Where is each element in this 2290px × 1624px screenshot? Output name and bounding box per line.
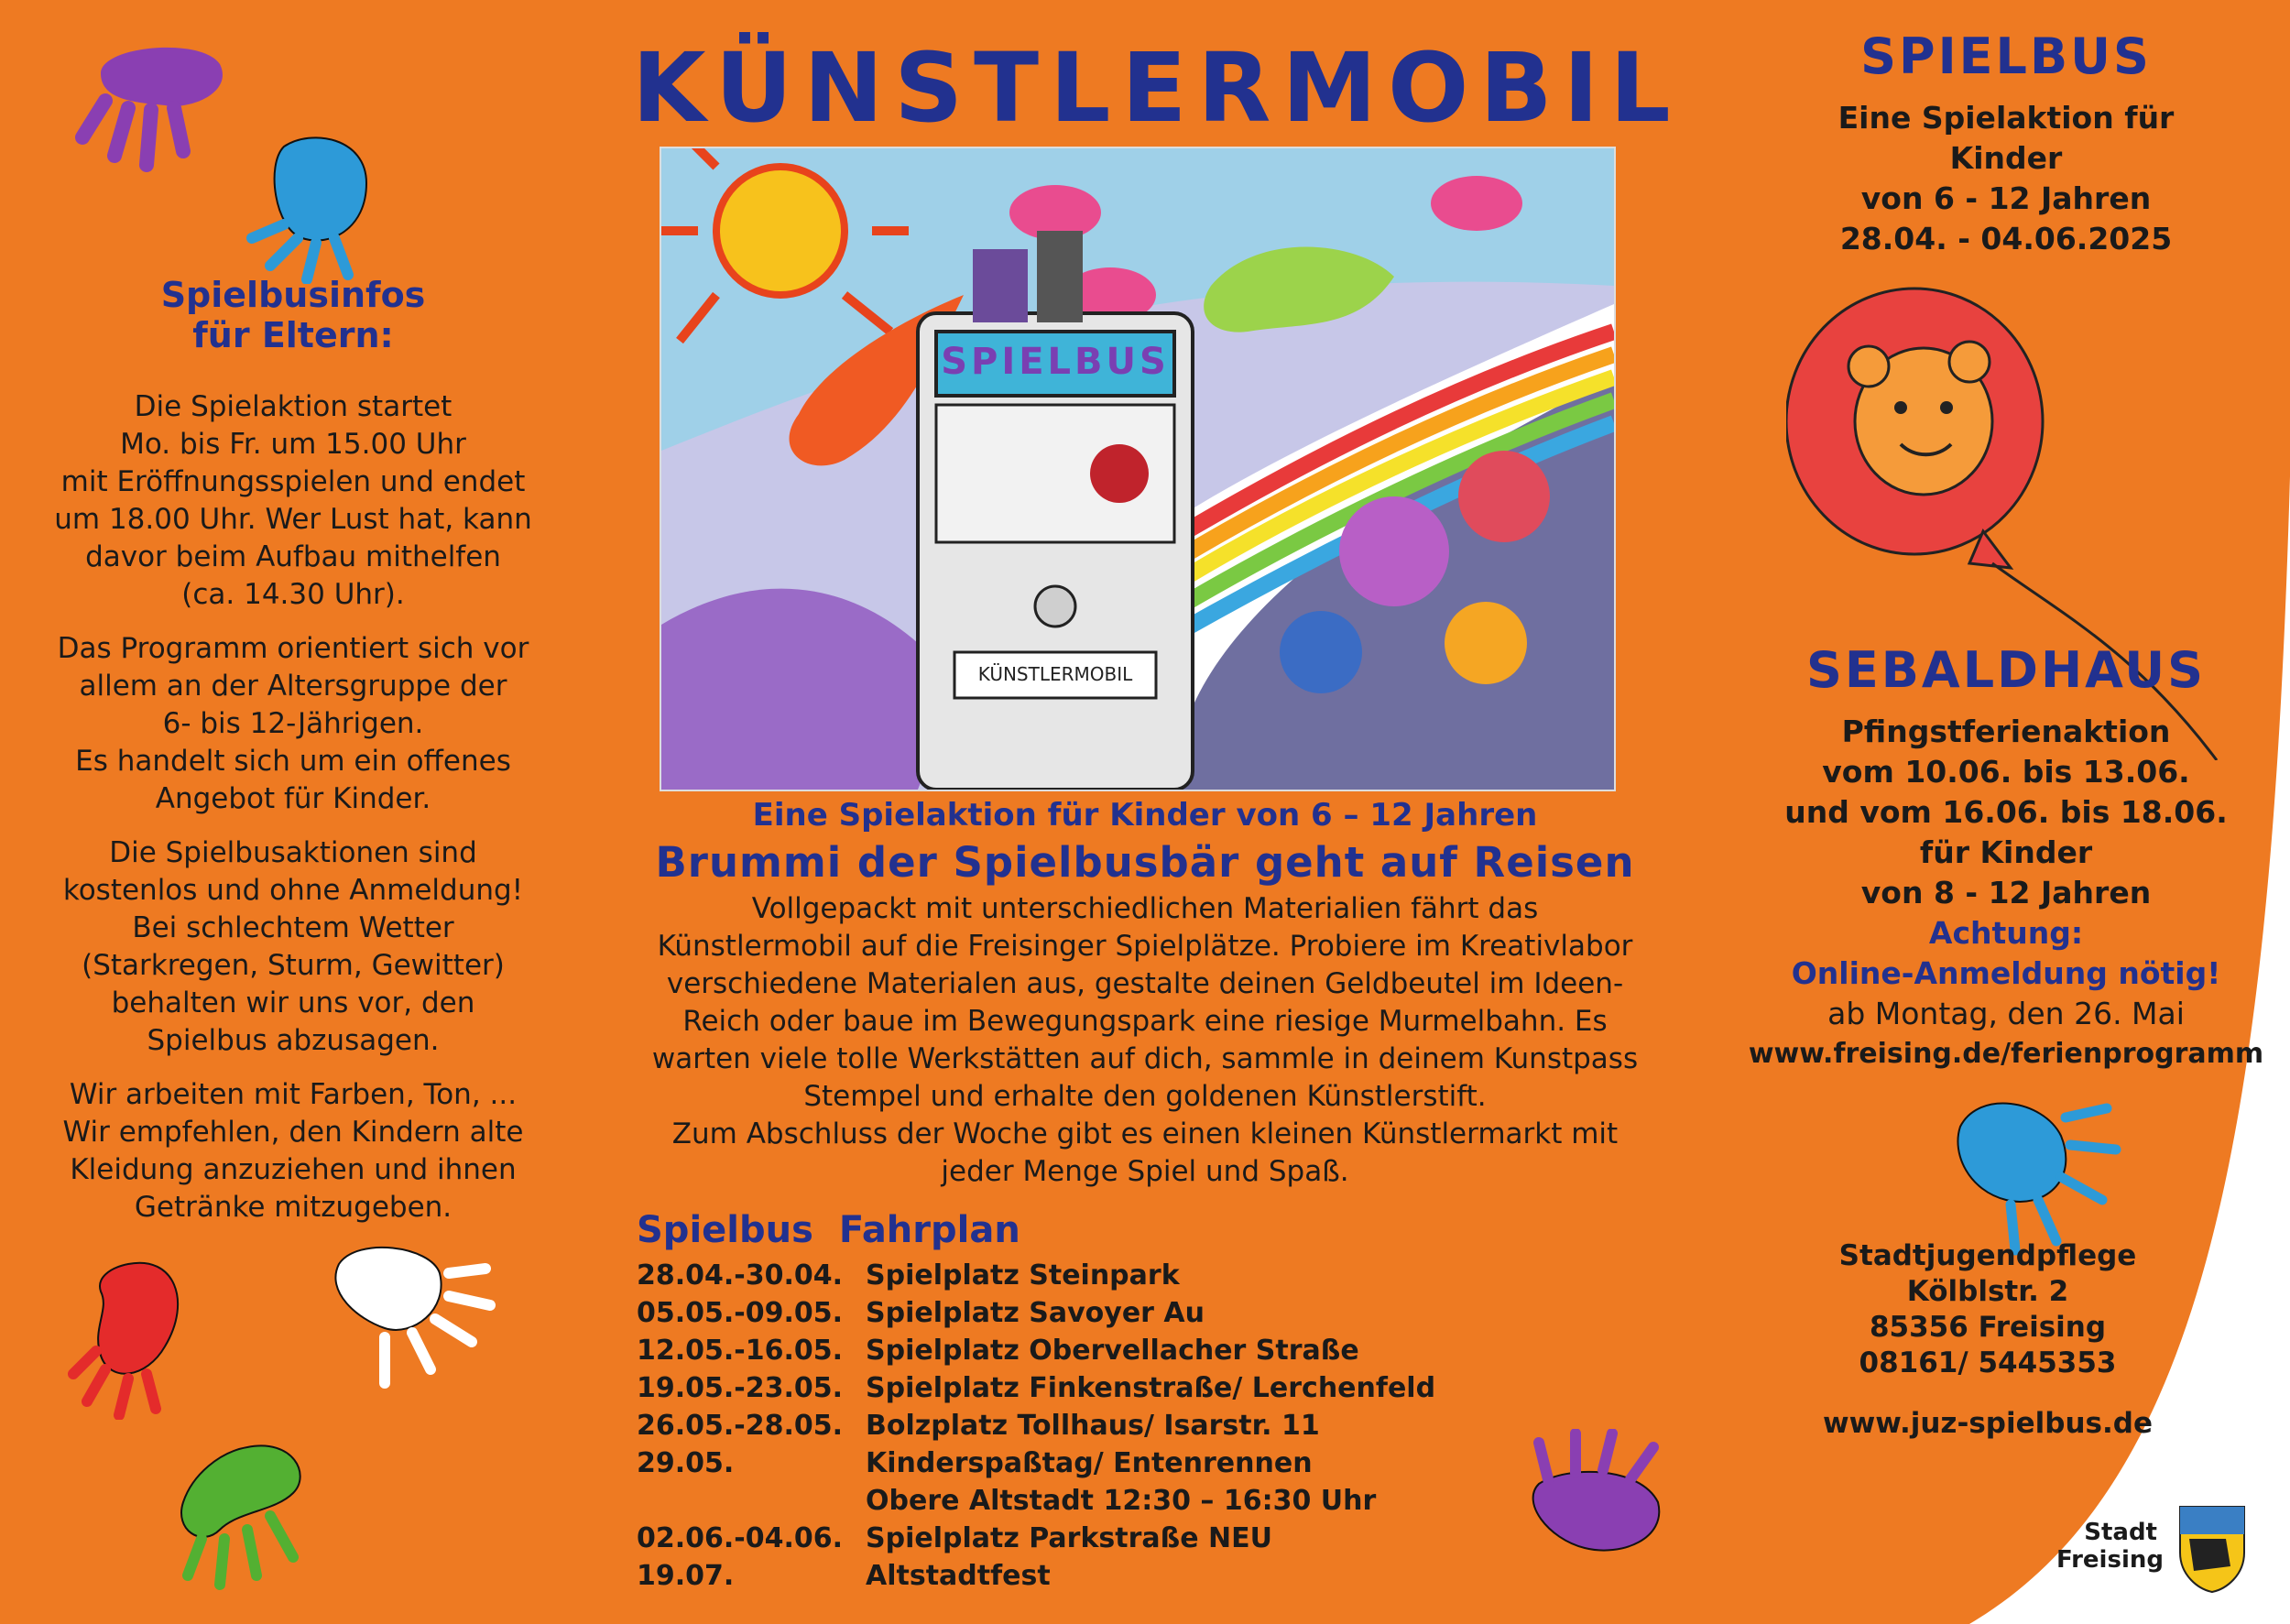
schedule-title: Spielbus Fahrplan [637,1209,1020,1251]
page-title: KÜNSTLERMOBIL [632,32,1682,144]
spielbus-details: Eine Spielaktion für Kinder von 6 - 12 Jahren 28.04. - 04.06.2025 [1837,100,2175,256]
bus-sign: SPIELBUS [941,341,1170,383]
info-paragraph-4: Wir arbeiten mit Farben, Ton, ... Wir empfehlen, den Kindern alte Kleidung anzuziehen und ihnen Getränke mitzugeben. [62,1078,524,1224]
blue-paw-icon [229,128,385,284]
spielbus-block [1740,27,2272,259]
parent-info-column [18,275,568,1243]
schedule-row: 05.05.-09.05. Spielplatz Savoyer Au [637,1297,1205,1329]
schedule-list [637,1257,1435,1595]
sebaldhaus-title: SEBALDHAUS [1805,641,2207,699]
schedule-row: 19.05.-23.05. Spielplatz Finkenstraße/ Lerchenfeld [637,1372,1436,1404]
red-paw-icon [55,1255,211,1420]
schedule-row: 26.05.-28.05. Bolzplatz Tollhaus/ Isarstr. 11 [637,1410,1320,1442]
center-subtitle: Eine Spielaktion für Kinder von 6 – 12 Jahren [752,797,1538,834]
green-paw-icon [165,1429,339,1603]
info-paragraph-2: Das Programm orientiert sich vor allem an der Altersgruppe der 6- bis 12-Jährigen. Es handelt sich um ein offenes Angebot für Kinder. [57,632,529,815]
center-headline: Brummi der Spielbusbär geht auf Reisen [655,838,1635,887]
schedule-row: 02.06.-04.06. Spielplatz Parkstraße NEU [637,1522,1272,1554]
purple-paw-icon [64,37,238,174]
info-paragraph-3: Die Spielbusaktionen sind kostenlos und ohne Anmeldung! Bei schlechtem Wetter (Starkregen, Sturm, Gewitter) behalten wir uns vor, den Spielbus abzusagen. [62,836,524,1057]
spielbus-website-link[interactable]: www.juz-spielbus.de [1823,1407,2153,1440]
info-paragraph-1: Die Spielaktion startet Mo. bis Fr. um 15.00 Uhr mit Eröffnungsspielen und endet um 18.00 Uhr. Wer Lust hat, kann davor beim Aufbau mithelfen (ca. 14.30 Uhr). [54,390,532,611]
bus-plate: KÜNSTLERMOBIL [977,663,1133,685]
spielbus-title: SPIELBUS [1860,27,2152,85]
contact-block: Stadtjugendpflege Kölblstr. 2 85356 Freising 08161/ 5445353 www.juz-spielbus.de [1731,1238,2244,1444]
sebaldhaus-block [1740,641,2272,1074]
schedule-row: 12.05.-16.05. Spielplatz Obervellacher Straße [637,1335,1359,1367]
stadt-freising-logo: Stadt Freising [2056,1502,2258,1603]
registration-date: ab Montag, den 26. Mai [1827,996,2185,1031]
schedule-row: 28.04.-30.04. Spielplatz Steinpark [637,1259,1180,1292]
schedule-row: 29.05. Kinderspaßtag/ Entenrennen [637,1447,1313,1479]
registration-note: Online-Anmeldung nötig! [1791,955,2221,991]
achtung-label: Achtung: [1928,915,2084,951]
schedule-row: 19.07. Altstadtfest [637,1560,1051,1592]
coat-of-arms-icon [2176,1502,2249,1594]
ferienprogramm-link[interactable]: www.freising.de/ferienprogramm [1748,1038,2264,1070]
schedule-row: Obere Altstadt 12:30 – 16:30 Uhr [866,1485,1377,1517]
bus-illustration [660,147,1616,791]
parent-info-heading: Spielbusinfos für Eltern: [160,275,426,355]
purple-paw-icon-bottom [1511,1429,1676,1566]
white-paw-icon [321,1237,504,1401]
sebaldhaus-details: Pfingstferienaktion vom 10.06. bis 13.06. und vom 16.06. bis 18.06. für Kinder von 8 - 12 Jahren Achtung: Online-Anmeldung nötig! ab Montag, den 26. Mai www.freising.de/ferienprogramm [1740,712,2272,1074]
center-body: Vollgepackt mit unterschiedlichen Materialien fährt das Künstlermobil auf die Freisinger Spielplätze. Probiere im Kreativlabor verschiedene Materialen aus, gestalte deinen Geldbeutel im Ideen- Reich oder baue im Bewegungspark eine riesige Murmelbahn. Es warten viele tolle Werkstätten auf dich, sammle in deinem Kunstpass Stempel und erhalte den goldenen Künstlerstift. Zum Abschluss der Woche gibt es einen kleinen Künstlermarkt mit jeder Menge Spiel und Spaß. [651,892,1639,1188]
